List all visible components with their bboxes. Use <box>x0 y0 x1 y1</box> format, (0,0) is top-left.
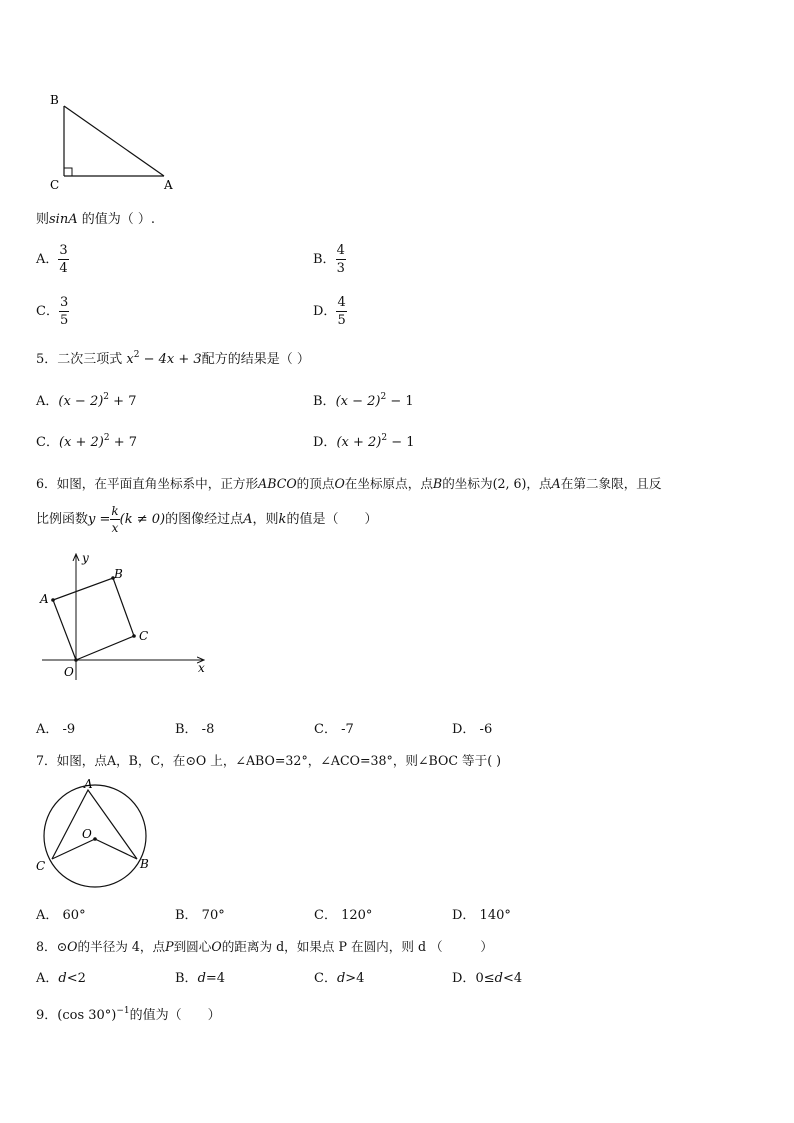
vertex-label-a: A <box>164 178 173 192</box>
vertex-label-a: A <box>84 777 93 791</box>
q9-exponent: −1 <box>116 1006 130 1016</box>
q4-option-d-label: D． <box>313 304 337 319</box>
q6-text: 的值是（ ） <box>286 512 378 527</box>
q4-option-d-fraction <box>336 296 346 327</box>
q4-stem-prefix: 则 <box>36 212 50 227</box>
q4-option-c[interactable] <box>36 296 69 327</box>
q6-text: 的顶点 <box>296 476 335 491</box>
q6-option-c[interactable]: C． -7 <box>314 722 354 737</box>
vertex-label-b: B <box>50 93 59 107</box>
q4-option-d[interactable] <box>313 296 347 327</box>
q5-option-d-rest: − 1 <box>387 435 415 450</box>
question-6-stem-line-2 <box>36 505 377 534</box>
q5-option-d-exp: 2 <box>381 433 388 443</box>
q4-option-a[interactable] <box>36 244 69 275</box>
q6-text: ，点 <box>526 476 552 491</box>
frac-num: 4 <box>336 243 345 258</box>
question-7-stem: 7．如图，点A，B，C，在⊙O 上，∠ABO=32°，∠ACO=38°，则∠BOC 等于( ) <box>36 753 502 768</box>
q8-option-c[interactable] <box>314 967 364 986</box>
q4-stem-math: sinA <box>49 212 78 227</box>
q5-option-b-exp: 2 <box>380 392 387 402</box>
q5-stem-exp: 2 <box>133 350 140 360</box>
q6-math: A <box>551 476 561 491</box>
q6-option-b[interactable]: B． -8 <box>175 722 215 737</box>
q8-text: 的半径为 4，点 <box>77 939 166 954</box>
frac-num: k <box>111 504 119 518</box>
q7-option-b[interactable]: B． 70° <box>175 908 225 923</box>
frac-den: 4 <box>59 261 68 276</box>
vertex-label-b: B <box>114 567 123 581</box>
q7-option-c[interactable]: C． 120° <box>314 908 373 923</box>
question-9-stem <box>36 1004 221 1023</box>
y-axis-label: y <box>82 551 89 565</box>
q7-option-a[interactable]: A． 60° <box>36 908 86 923</box>
q6-text: 比例函数 <box>36 512 89 527</box>
question-5-stem <box>36 348 310 367</box>
q6-text: 的图像经过点 <box>165 512 244 527</box>
q6-math: (2, 6) <box>492 476 527 491</box>
q6-text: 在坐标原点，点 <box>344 476 433 491</box>
q5-stem-prefix: 5．二次三项式 <box>36 352 127 367</box>
q6-math: (k ≠ 0) <box>119 512 166 527</box>
q4-option-a-label: A． <box>36 252 59 267</box>
q6-text: 的坐标为 <box>442 476 493 491</box>
circle-figure <box>30 776 160 896</box>
q8-math: ⊙O <box>56 939 78 954</box>
q5-stem-suffix: 配方的结果是（ ） <box>201 352 310 367</box>
q6-math: A <box>243 512 253 527</box>
q5-option-b-base: (x − 2) <box>335 394 381 409</box>
q4-option-b-label: B． <box>313 252 336 267</box>
q8-text: 8． <box>36 939 57 954</box>
vertex-label-a: A <box>40 592 49 606</box>
q5-stem-var: x <box>126 352 134 367</box>
vertex-label-c: C <box>36 859 46 873</box>
q4-option-c-label: C． <box>36 304 59 319</box>
q6-option-a[interactable]: A． -9 <box>36 722 76 737</box>
q8-option-label: A． <box>36 971 59 986</box>
vertex-label-c: C <box>139 629 149 643</box>
q8-option-var: d <box>197 971 206 986</box>
frac-den: 3 <box>336 261 345 276</box>
q9-text: 的值为（ ） <box>129 1008 221 1023</box>
q8-option-rest: <4 <box>502 971 523 986</box>
q6-fraction <box>110 505 119 534</box>
q6-math: k <box>278 512 287 527</box>
q5-option-b-label: B． <box>313 394 336 409</box>
q4-stem-suffix: 的值为（ ）. <box>77 212 156 227</box>
frac-den: 5 <box>337 313 346 328</box>
q5-option-b-rest: − 1 <box>386 394 414 409</box>
q5-option-a[interactable] <box>36 390 136 409</box>
frac-den: x <box>111 521 119 535</box>
question-6-stem-line-1 <box>36 473 661 492</box>
q8-option-var: d <box>494 971 503 986</box>
q6-math: B <box>432 476 443 491</box>
q8-option-label: B． <box>175 971 198 986</box>
q5-option-a-base: (x − 2) <box>58 394 104 409</box>
q5-option-b[interactable] <box>313 390 414 409</box>
center-label: O <box>82 827 92 841</box>
q4-option-c-fraction <box>59 296 69 327</box>
frac-num: 4 <box>337 295 346 310</box>
q8-math: P <box>165 939 174 954</box>
q8-math: O <box>211 939 222 954</box>
frac-num: 3 <box>59 295 69 310</box>
question-8-stem <box>36 936 493 955</box>
q8-option-var: d <box>336 971 346 986</box>
q7-option-d[interactable]: D． 140° <box>452 908 511 923</box>
q4-option-b[interactable] <box>313 244 346 275</box>
q9-expression: (cos 30°) <box>57 1008 117 1023</box>
frac-num: 3 <box>59 243 68 258</box>
q8-option-var: d <box>58 971 67 986</box>
frac-den: 5 <box>59 313 69 328</box>
q5-option-c-label: C． <box>36 435 59 450</box>
square-coordinate-figure <box>36 548 216 683</box>
q8-option-d[interactable] <box>452 967 522 986</box>
q5-option-a-exp: 2 <box>103 392 110 402</box>
q5-option-d-base: (x + 2) <box>336 435 382 450</box>
x-axis-label: x <box>198 661 205 675</box>
vertex-label-c: C <box>50 178 60 192</box>
vertex-label-b: B <box>140 857 149 871</box>
q9-text: 9． <box>36 1008 58 1023</box>
q8-option-a[interactable] <box>36 967 86 986</box>
q8-text: 的距离为 d，如果点 P 在圆内，则 d （ ） <box>221 939 493 954</box>
q8-option-rest: <2 <box>66 971 86 986</box>
q8-option-label: C． <box>314 971 337 986</box>
q4-option-b-fraction <box>336 244 346 275</box>
q5-option-c-exp: 2 <box>103 433 110 443</box>
q8-option-b[interactable] <box>175 967 225 986</box>
q4-option-a-fraction <box>58 244 68 275</box>
q6-text: ，则 <box>252 512 279 527</box>
q6-text: 6．如图，在平面直角坐标系中，正方形 <box>36 476 259 491</box>
q5-stem-rest: − 4x + 3 <box>139 352 202 367</box>
origin-label: O <box>64 665 74 679</box>
q5-option-a-label: A． <box>36 394 59 409</box>
q6-math: O <box>334 476 345 491</box>
q6-math: ABCO <box>258 476 297 491</box>
triangle-figure <box>40 86 190 196</box>
q8-option-rest: =4 <box>205 971 226 986</box>
q5-option-d-label: D． <box>313 435 337 450</box>
q6-math: y = <box>88 512 111 527</box>
q6-option-d[interactable]: D． -6 <box>452 722 493 737</box>
q8-option-prefix: 0≤ <box>475 971 495 986</box>
question-4-stem <box>36 208 155 227</box>
q6-text: 在第二象限，且反 <box>560 476 662 491</box>
q8-option-label: D． <box>452 971 476 986</box>
q8-text: 到圆心 <box>173 939 212 954</box>
q5-option-c-base: (x + 2) <box>58 435 104 450</box>
q8-option-rest: >4 <box>345 971 365 986</box>
q5-option-c[interactable] <box>36 431 137 450</box>
q5-option-a-rest: + 7 <box>109 394 137 409</box>
q5-option-d[interactable] <box>313 431 415 450</box>
q5-option-c-rest: + 7 <box>109 435 138 450</box>
